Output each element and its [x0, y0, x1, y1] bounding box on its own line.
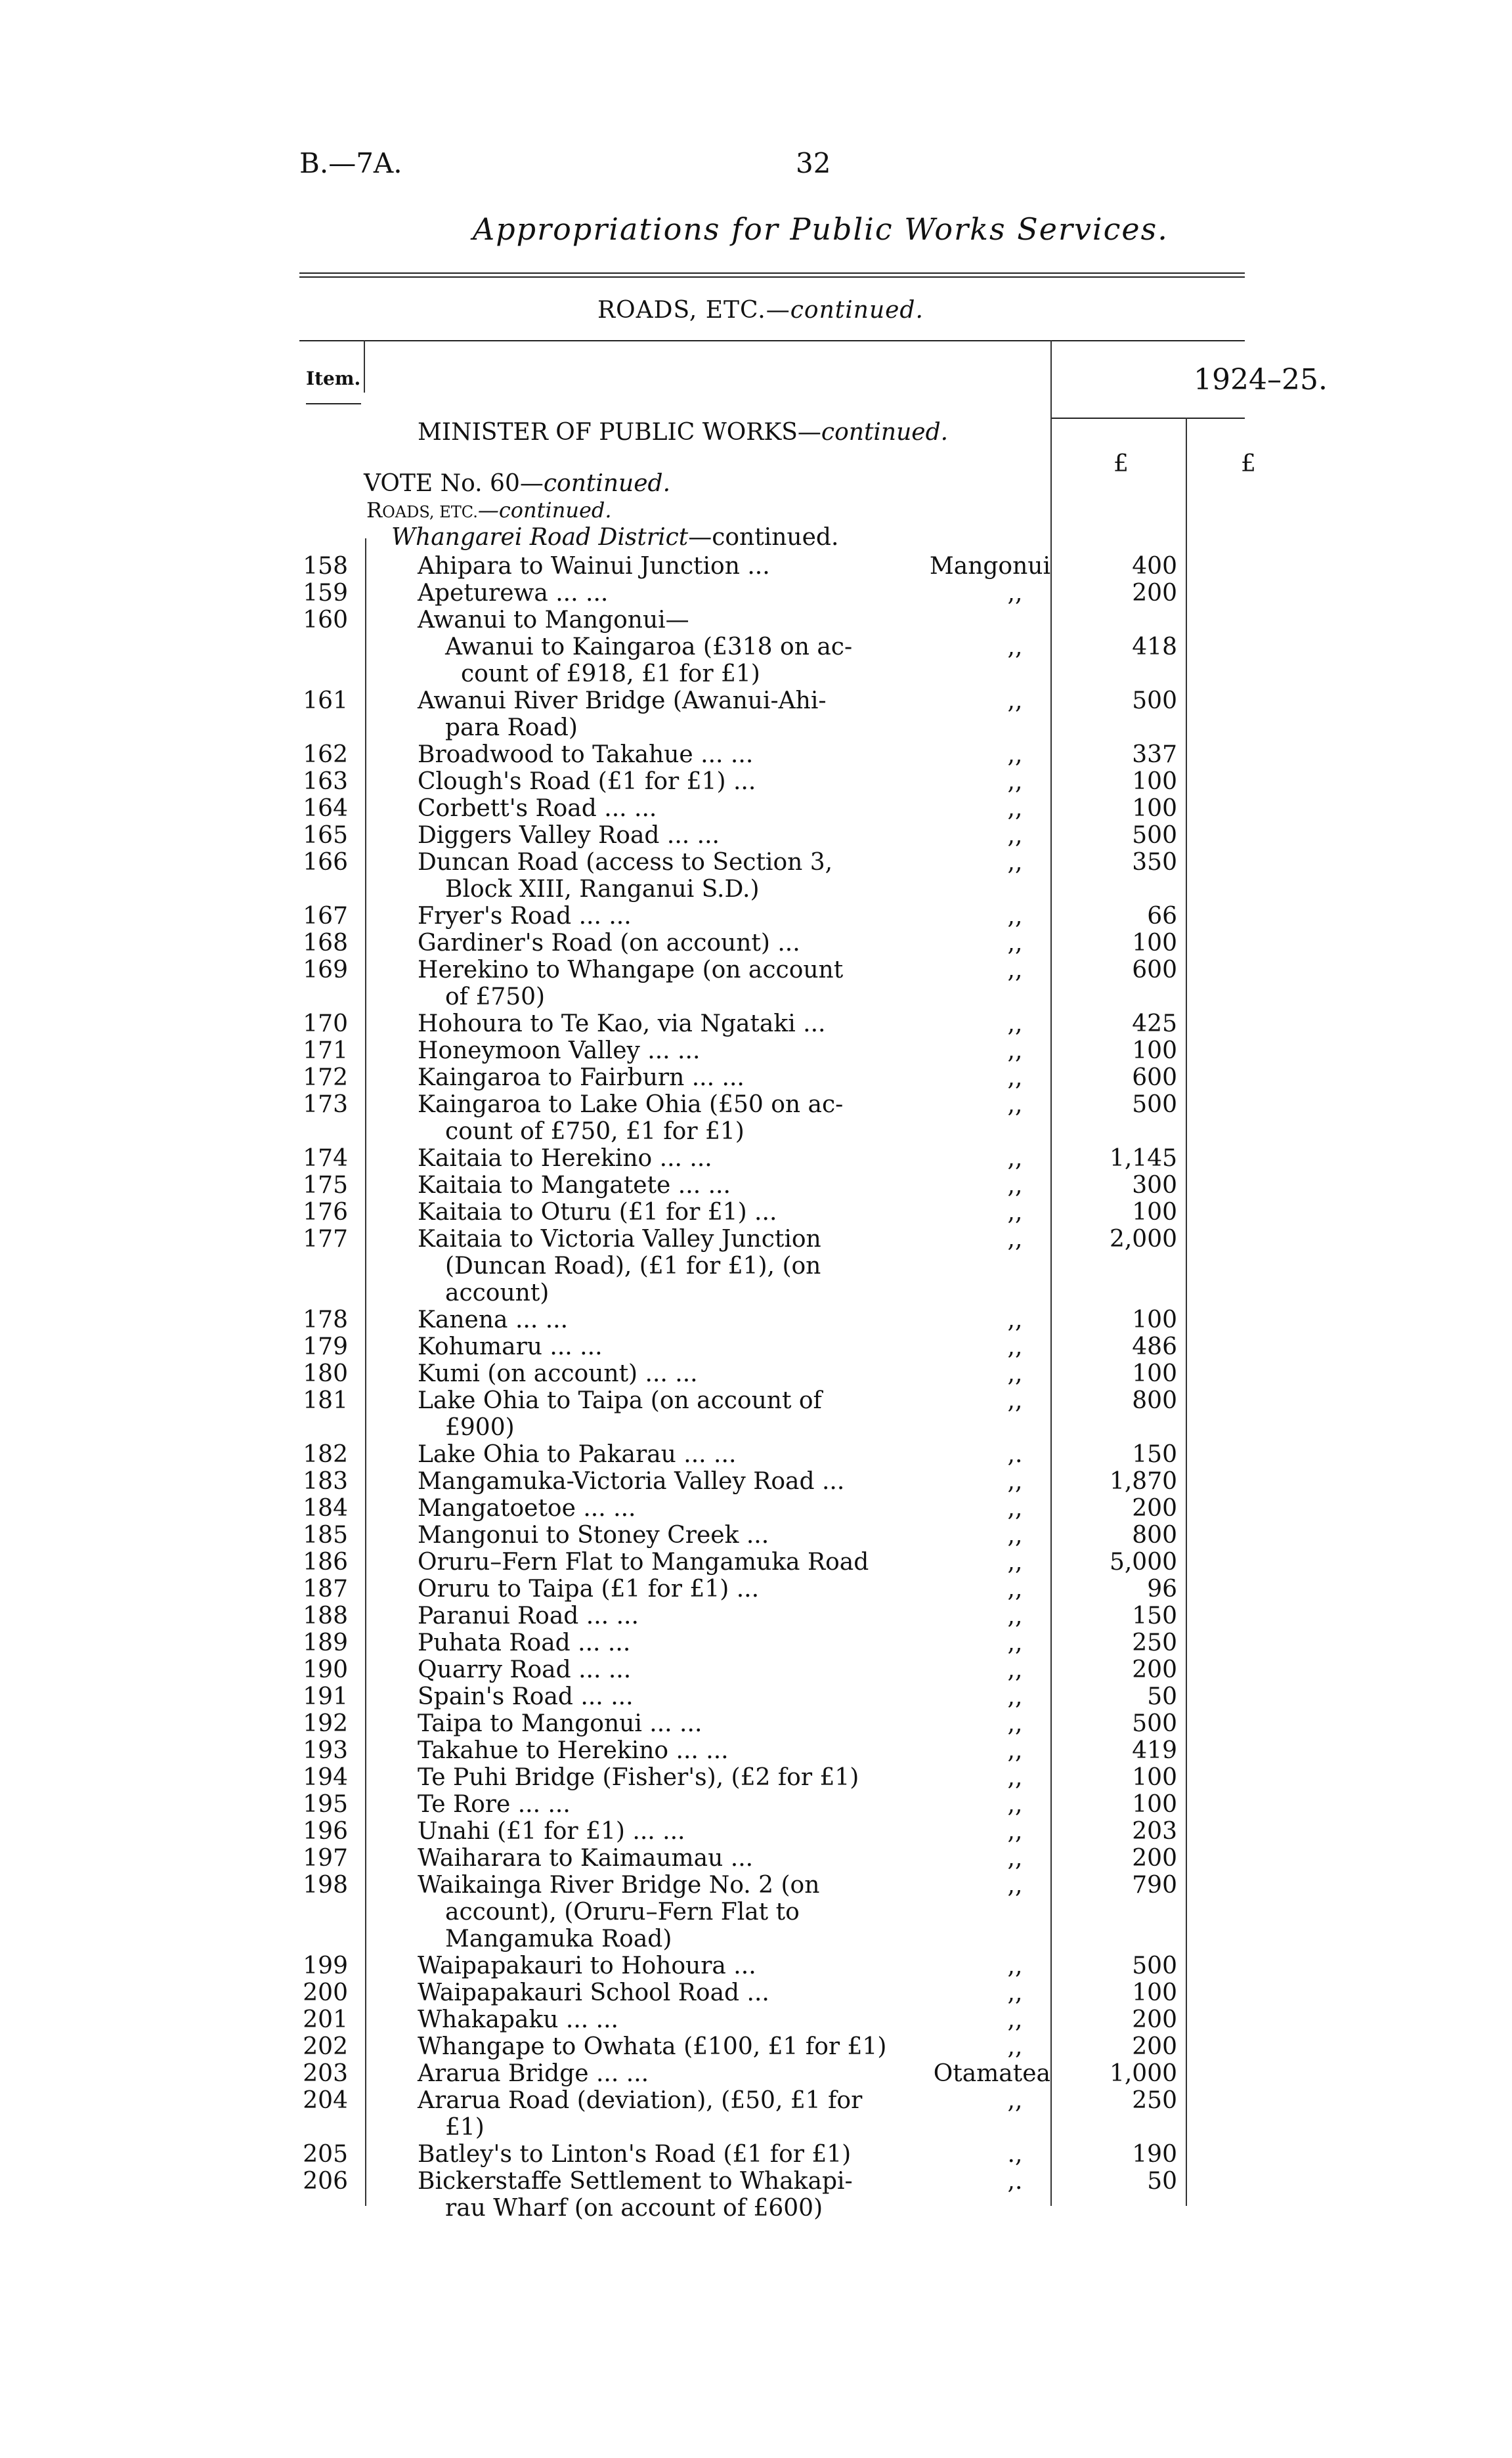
description-line: Spain's Road ... ...: [418, 1683, 634, 1710]
description-line: Lake Ohia to Pakarau ... ...: [418, 1441, 737, 1468]
item-description: [418, 1333, 864, 1360]
year-column-header: 1924–25.: [1194, 363, 1328, 397]
amount: 350: [1132, 849, 1177, 876]
district-name: ,,: [1007, 1387, 1023, 1414]
item-description: [418, 1656, 864, 1683]
district-name: ,,: [1007, 1979, 1023, 2006]
description-line: Waikainga River Bridge No. 2 (on: [418, 1872, 820, 1899]
district-name: ,,: [1007, 1360, 1023, 1387]
district-name: ,,: [1007, 580, 1023, 607]
description-line: Apeturewa ... ...: [418, 580, 609, 607]
section-heading: [597, 297, 924, 324]
amount: 200: [1132, 1656, 1177, 1683]
description-line: Hohoura to Te Kao, via Ngataki ...: [418, 1010, 826, 1037]
item-description: [418, 2141, 864, 2168]
description-line: Kaitaia to Mangatete ... ...: [418, 1172, 731, 1199]
amount: 419: [1132, 1737, 1177, 1764]
minister-cont: continued.: [821, 419, 949, 446]
district-name: ,,: [1007, 2033, 1023, 2060]
description-line: Mangamuka-Victoria Valley Road ...: [418, 1468, 845, 1495]
description-line: Mangamuka Road): [445, 1926, 672, 1952]
amount: 500: [1132, 1091, 1177, 1118]
amount: 800: [1132, 1522, 1177, 1549]
amount: 337: [1132, 741, 1177, 768]
district-name: ,.: [1007, 1441, 1023, 1468]
description-line: Kohumaru ... ...: [418, 1333, 603, 1360]
amount: 425: [1132, 1010, 1177, 1037]
description-line: Fryer's Road ... ...: [418, 903, 632, 930]
amount: 150: [1132, 1603, 1177, 1629]
amount: 1,000: [1109, 2060, 1177, 2087]
amount: 418: [1132, 634, 1177, 660]
item-number: 194: [303, 1764, 348, 1791]
district-name: ,,: [1007, 1172, 1023, 1199]
district-name: ,,: [1007, 903, 1023, 930]
district-name: ,,: [1007, 634, 1023, 660]
item-description: [418, 1549, 869, 1576]
amount: 800: [1132, 1387, 1177, 1414]
item-description: [418, 1306, 864, 1333]
pound-sign-1: £: [1113, 450, 1129, 477]
district-name: ,,: [1007, 1495, 1023, 1522]
item-number: 159: [303, 580, 348, 607]
district-name: Whangarei Road District: [391, 524, 689, 551]
item-description: [418, 580, 864, 607]
item-description: [418, 1010, 864, 1037]
district-name: ,,: [1007, 1656, 1023, 1683]
item-number: 165: [303, 822, 348, 849]
amount: 150: [1132, 1441, 1177, 1468]
district-name: ,,: [1007, 1037, 1023, 1064]
amount: 200: [1132, 2033, 1177, 2060]
page-title: Appropriations for Public Works Services.: [473, 211, 1169, 247]
amount: 2,000: [1109, 1226, 1177, 1253]
description-line: Mangatoetoe ... ...: [418, 1495, 636, 1522]
amount: 250: [1132, 2087, 1177, 2114]
minister-title: MINISTER OF PUBLIC WORKS—: [418, 419, 821, 446]
item-number: 172: [303, 1064, 348, 1091]
district-cont: —continued.: [688, 524, 839, 551]
district-name: ,,: [1007, 1199, 1023, 1226]
item-description: [418, 903, 864, 930]
item-number: 169: [303, 957, 348, 983]
description-line: Honeymoon Valley ... ...: [418, 1037, 701, 1064]
roads-initial: R: [366, 498, 383, 523]
item-number: 206: [303, 2168, 348, 2195]
amount: 200: [1132, 1495, 1177, 1522]
district-name: ,,: [1007, 1333, 1023, 1360]
item-number: 183: [303, 1468, 348, 1495]
description-line: Clough's Road (£1 for £1) ...: [418, 768, 756, 795]
doc-reference: B.—7A.: [299, 147, 402, 179]
district-name: ,,: [1007, 1576, 1023, 1603]
amount: 300: [1132, 1172, 1177, 1199]
rule-under-title: [299, 272, 1245, 274]
district-name: ,,: [1007, 822, 1023, 849]
item-number: 196: [303, 1818, 348, 1845]
item-number: 179: [303, 1333, 348, 1360]
item-description: [418, 822, 864, 849]
item-number: 193: [303, 1737, 348, 1764]
item-number: 162: [303, 741, 348, 768]
item-number: 175: [303, 1172, 348, 1199]
item-number: 163: [303, 768, 348, 795]
item-description: [418, 768, 864, 795]
amount: 250: [1132, 1629, 1177, 1656]
amount: 100: [1132, 768, 1177, 795]
item-number: 176: [303, 1199, 348, 1226]
description-line: £1): [445, 2114, 485, 2141]
description-line: Kaingaroa to Lake Ohia (£50 on ac-: [418, 1091, 844, 1118]
item-number: 191: [303, 1683, 348, 1710]
description-line: Kaitaia to Victoria Valley Junction: [418, 1226, 821, 1253]
item-number: 168: [303, 930, 348, 957]
description-line: Batley's to Linton's Road (£1 for £1): [418, 2141, 852, 2168]
item-description: [418, 2060, 864, 2087]
district-name: ,,: [1007, 1306, 1023, 1333]
item-description: [418, 1952, 864, 1979]
item-description: [418, 1522, 864, 1549]
item-number: 201: [303, 2006, 348, 2033]
district-name: ,,: [1007, 1468, 1023, 1495]
section-title-cont: continued.: [790, 297, 924, 324]
description-line: Oruru to Taipa (£1 for £1) ...: [418, 1576, 760, 1603]
amount: 100: [1132, 1360, 1177, 1387]
description-line: Waiharara to Kaimaumau ...: [418, 1845, 754, 1872]
description-line: account), (Oruru–Fern Flat to: [445, 1899, 800, 1926]
amount: 5,000: [1109, 1549, 1177, 1576]
description-line: Te Puhi Bridge (Fisher's), (£2 for £1): [418, 1764, 859, 1791]
item-number: 182: [303, 1441, 348, 1468]
amount: 100: [1132, 795, 1177, 822]
district-name: ,,: [1007, 930, 1023, 957]
item-description: [418, 957, 864, 1010]
item-number: 197: [303, 1845, 348, 1872]
description-line: Broadwood to Takahue ... ...: [418, 741, 754, 768]
item-description: [418, 2006, 864, 2033]
description-line: Mangonui to Stoney Creek ...: [418, 1522, 769, 1549]
amount: 100: [1132, 1037, 1177, 1064]
item-description: [418, 795, 864, 822]
description-line: Awanui River Bridge (Awanui-Ahi-: [418, 687, 827, 714]
district-name: ,,: [1007, 957, 1023, 983]
district-name: ,,: [1007, 1952, 1023, 1979]
item-number: 195: [303, 1791, 348, 1818]
item-number: 173: [303, 1091, 348, 1118]
description-line: Oruru–Fern Flat to Mangamuka Road: [418, 1549, 869, 1576]
district-name: ,,: [1007, 1145, 1023, 1172]
amount: 200: [1132, 580, 1177, 607]
item-number: 184: [303, 1495, 348, 1522]
district-name: ,,: [1007, 1710, 1023, 1737]
item-header-rule: [306, 403, 361, 404]
item-description: [418, 1172, 864, 1199]
district-name: ,,: [1007, 1791, 1023, 1818]
amount: 486: [1132, 1333, 1177, 1360]
item-description: [418, 1576, 864, 1603]
district-subheading: [391, 524, 838, 551]
item-description: [418, 1495, 864, 1522]
district-name: ,,: [1007, 1549, 1023, 1576]
district-name: ,,: [1007, 768, 1023, 795]
amount: 500: [1132, 1710, 1177, 1737]
amount: 50: [1147, 1683, 1177, 1710]
district-name: ,,: [1007, 687, 1023, 714]
item-description: [418, 1791, 864, 1818]
amount: 66: [1147, 903, 1177, 930]
district-name: ,,: [1007, 1845, 1023, 1872]
item-number: 185: [303, 1522, 348, 1549]
description-line: count of £918, £1 for £1): [461, 660, 760, 687]
item-description: [418, 2087, 864, 2141]
item-number: 187: [303, 1576, 348, 1603]
item-number: 188: [303, 1603, 348, 1629]
description-line: para Road): [445, 714, 578, 741]
item-number: 160: [303, 607, 348, 634]
description-line: Gardiner's Road (on account) ...: [418, 930, 800, 957]
description-line: Bickerstaffe Settlement to Whakapi-: [418, 2168, 853, 2195]
district-name: ,,: [1007, 1091, 1023, 1118]
item-number: 190: [303, 1656, 348, 1683]
item-description: [418, 1979, 864, 2006]
description-line: count of £750, £1 for £1): [445, 1118, 745, 1145]
description-line: (Duncan Road), (£1 for £1), (on: [445, 1253, 821, 1280]
item-number: 177: [303, 1226, 348, 1253]
description-line: Ararua Bridge ... ...: [418, 2060, 649, 2087]
district-name: ,,: [1007, 2006, 1023, 2033]
amount: 100: [1132, 1199, 1177, 1226]
amount: 100: [1132, 1979, 1177, 2006]
item-column-header: Item.: [306, 368, 361, 389]
item-description: [418, 1064, 864, 1091]
description-line: Diggers Valley Road ... ...: [418, 822, 720, 849]
item-description: [418, 1629, 864, 1656]
vote-title: VOTE No. 60—: [364, 470, 544, 497]
district-name: ,,: [1007, 2087, 1023, 2114]
item-description: [418, 1845, 864, 1872]
item-description: [418, 1145, 864, 1172]
amount: 100: [1132, 1764, 1177, 1791]
district-name: ,,: [1007, 1629, 1023, 1656]
vote-cont: continued.: [543, 470, 671, 497]
district-name: ,,: [1007, 1522, 1023, 1549]
item-number: 192: [303, 1710, 348, 1737]
item-description: [418, 1737, 864, 1764]
district-name: ,,: [1007, 1818, 1023, 1845]
description-line: Whangape to Owhata (£100, £1 for £1): [418, 2033, 887, 2060]
description-line: Awanui to Kaingaroa (£318 on ac-: [445, 634, 853, 660]
item-description: [418, 1683, 864, 1710]
page-number: 32: [796, 147, 831, 179]
section-title: ROADS, ETC.—: [597, 297, 790, 324]
item-description: [418, 1872, 864, 1952]
description-line: Corbett's Road ... ...: [418, 795, 657, 822]
district-name: .,: [1007, 2141, 1023, 2168]
item-description: [418, 2168, 864, 2222]
description-line: £900): [445, 1414, 515, 1441]
item-description: [418, 2033, 887, 2060]
item-description: [418, 1091, 864, 1145]
item-description: [418, 1710, 864, 1737]
amount: 200: [1132, 1845, 1177, 1872]
description-line: Te Rore ... ...: [418, 1791, 571, 1818]
amount-column-divider: [1186, 418, 1187, 2206]
item-number: 170: [303, 1010, 348, 1037]
description-line: Kaitaia to Herekino ... ...: [418, 1145, 712, 1172]
item-number: 164: [303, 795, 348, 822]
amount: 100: [1132, 1306, 1177, 1333]
district-name: ,,: [1007, 1683, 1023, 1710]
item-description: [418, 687, 864, 741]
item-number: 161: [303, 687, 348, 714]
description-line: Waipapakauri School Road ...: [418, 1979, 769, 2006]
district-name: ,,: [1007, 849, 1023, 876]
item-number: 204: [303, 2087, 348, 2114]
amount: 500: [1132, 687, 1177, 714]
amount: 1,145: [1109, 1145, 1177, 1172]
district-name: ,,: [1007, 1737, 1023, 1764]
description-line: Waipapakauri to Hohoura ...: [418, 1952, 756, 1979]
district-name: ,,: [1007, 741, 1023, 768]
amount: 190: [1132, 2141, 1177, 2168]
description-line: Block XIII, Ranganui S.D.): [445, 876, 760, 903]
item-number: 178: [303, 1306, 348, 1333]
district-name: ,,: [1007, 1872, 1023, 1899]
item-description: [418, 1468, 864, 1495]
item-description: [418, 1818, 864, 1845]
item-description: [418, 1387, 864, 1441]
item-description: [418, 741, 864, 768]
description-line: Kaitaia to Oturu (£1 for £1) ...: [418, 1199, 777, 1226]
item-column-divider-lower: [365, 538, 366, 2206]
amount: 600: [1132, 1064, 1177, 1091]
item-description: [418, 607, 864, 634]
amount: 96: [1147, 1576, 1177, 1603]
item-description: [418, 1441, 864, 1468]
item-description: [418, 634, 864, 687]
item-description: [418, 930, 864, 957]
description-line: Ararua Road (deviation), (£50, £1 for: [418, 2087, 863, 2114]
item-number: 166: [303, 849, 348, 876]
amount: 500: [1132, 1952, 1177, 1979]
roads-subheading: [366, 498, 612, 523]
description-line: Unahi (£1 for £1) ... ...: [418, 1818, 685, 1845]
roads-cont: —continued.: [477, 498, 612, 523]
description-line: Kanena ... ...: [418, 1306, 569, 1333]
item-column-divider: [364, 340, 365, 393]
item-number: 199: [303, 1952, 348, 1979]
item-description: [418, 1360, 864, 1387]
description-line: Herekino to Whangape (on account: [418, 957, 844, 983]
minister-heading: [418, 419, 948, 446]
vote-heading: [364, 470, 670, 497]
item-description: [418, 1199, 864, 1226]
description-line: rau Wharf (on account of £600): [445, 2195, 823, 2222]
item-description: [418, 849, 864, 903]
description-line: Paranui Road ... ...: [418, 1603, 639, 1629]
description-line: Takahue to Herekino ... ...: [418, 1737, 729, 1764]
item-number: 186: [303, 1549, 348, 1576]
description-line: Taipa to Mangonui ... ...: [418, 1710, 702, 1737]
item-number: 171: [303, 1037, 348, 1064]
item-number: 202: [303, 2033, 348, 2060]
amount: 200: [1132, 2006, 1177, 2033]
district-name: ,,: [1007, 1603, 1023, 1629]
item-number: 200: [303, 1979, 348, 2006]
item-description: [418, 1764, 864, 1791]
description-line: account): [445, 1280, 550, 1306]
district-name: ,.: [1007, 2168, 1023, 2195]
description-line: Quarry Road ... ...: [418, 1656, 632, 1683]
item-description: [418, 1603, 864, 1629]
item-number: 158: [303, 553, 348, 580]
description-line: of £750): [445, 983, 546, 1010]
item-number: 198: [303, 1872, 348, 1899]
description-line: Duncan Road (access to Section 3,: [418, 849, 833, 876]
item-number: 181: [303, 1387, 348, 1414]
district-name: ,,: [1007, 1226, 1023, 1253]
amount: 100: [1132, 930, 1177, 957]
roads-smallcaps: OADS, ETC.: [382, 503, 478, 521]
item-description: [418, 1226, 864, 1306]
item-description: [418, 1037, 864, 1064]
district-name: ,,: [1007, 1764, 1023, 1791]
description-line: Lake Ohia to Taipa (on account of: [418, 1387, 822, 1414]
item-number: 174: [303, 1145, 348, 1172]
description-line: Whakapaku ... ...: [418, 2006, 618, 2033]
item-description: [418, 553, 864, 580]
amount: 50: [1147, 2168, 1177, 2195]
description-line: Awanui to Mangonui—: [418, 607, 689, 634]
item-number: 205: [303, 2141, 348, 2168]
year-header-rule: [1050, 418, 1245, 419]
rule-under-title-2: [299, 276, 1245, 278]
district-name: Mangonui: [929, 553, 1050, 580]
amount: 100: [1132, 1791, 1177, 1818]
description-line: Puhata Road ... ...: [418, 1629, 631, 1656]
amount: 400: [1132, 553, 1177, 580]
amount: 600: [1132, 957, 1177, 983]
amount: 203: [1132, 1818, 1177, 1845]
description-line: Kaingaroa to Fairburn ... ...: [418, 1064, 745, 1091]
description-line: Kumi (on account) ... ...: [418, 1360, 698, 1387]
amount: 500: [1132, 822, 1177, 849]
district-column-divider: [1050, 340, 1052, 2206]
amount: 1,870: [1109, 1468, 1177, 1495]
item-number: 203: [303, 2060, 348, 2087]
district-name: ,,: [1007, 1010, 1023, 1037]
district-name: ,,: [1007, 795, 1023, 822]
amount: 790: [1132, 1872, 1177, 1899]
description-line: Ahipara to Wainui Junction ...: [418, 553, 770, 580]
district-name: ,,: [1007, 1064, 1023, 1091]
district-name: Otamatea: [933, 2060, 1050, 2087]
item-number: 189: [303, 1629, 348, 1656]
table-top-rule: [299, 340, 1245, 341]
pound-sign-2: £: [1241, 450, 1256, 477]
item-number: 180: [303, 1360, 348, 1387]
item-number: 167: [303, 903, 348, 930]
